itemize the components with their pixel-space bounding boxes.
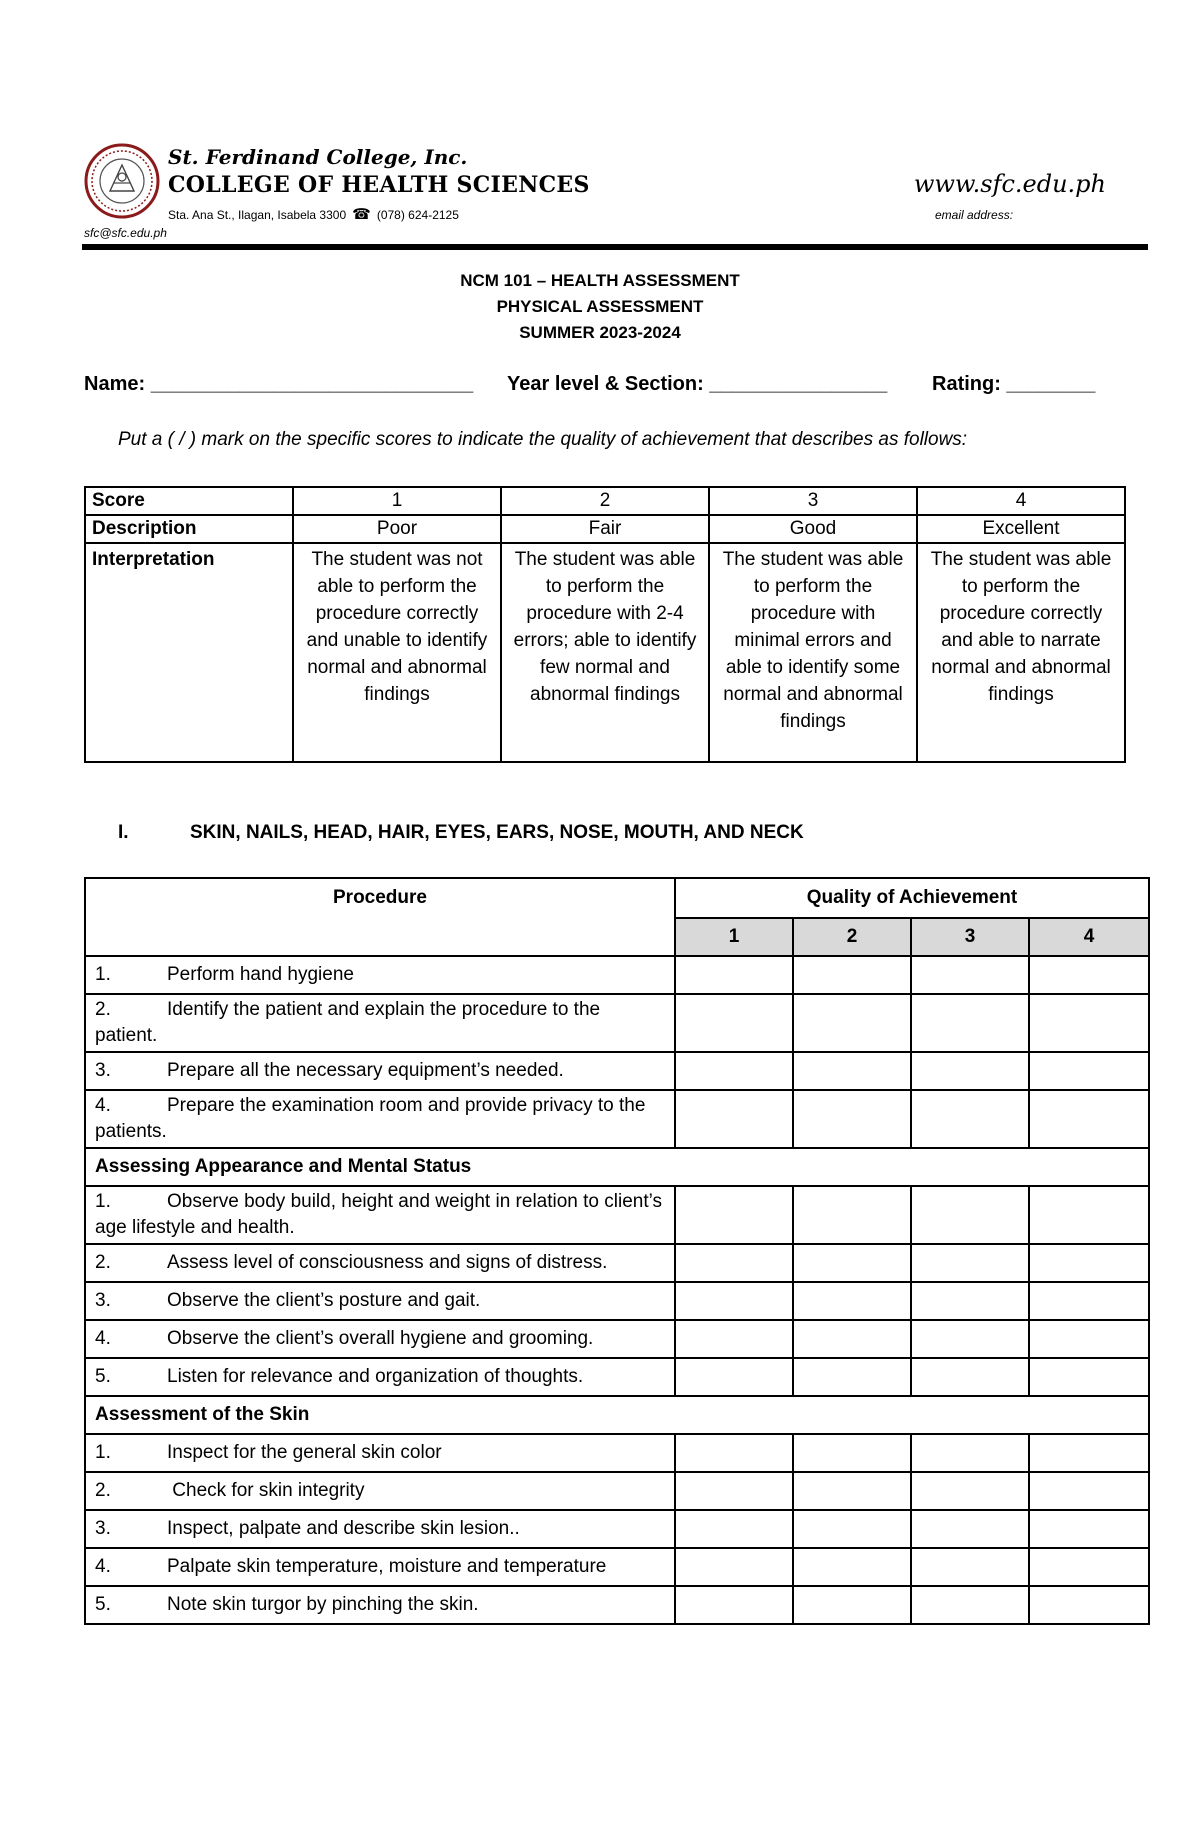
step-text: Note skin turgor by pinching the skin. (167, 1594, 479, 1615)
table-row (85, 1434, 1149, 1472)
score-checkbox-4[interactable] (1029, 1244, 1149, 1282)
score-checkbox-2[interactable] (793, 1282, 911, 1320)
category-row (85, 1148, 1149, 1186)
score-checkbox-4[interactable] (1029, 1052, 1149, 1090)
procedure-step (85, 1472, 675, 1510)
score-checkbox-1[interactable] (675, 1320, 793, 1358)
step-number: 1. (95, 1191, 111, 1212)
section-number: I. (118, 822, 129, 843)
college-seal-logo (84, 143, 160, 219)
score-checkbox-2[interactable] (793, 1244, 911, 1282)
email-label: email address: (935, 208, 1014, 222)
description-cell: Good (709, 515, 917, 543)
score-checkbox-2[interactable] (793, 1320, 911, 1358)
step-number: 5. (95, 1366, 111, 1387)
step-text: Identify the patient and explain the procedure to the patient. (95, 999, 601, 1046)
step-number: 1. (95, 1442, 111, 1463)
score-cell: 2 (501, 487, 709, 515)
step-text: Inspect for the general skin color (167, 1442, 442, 1463)
procedure-step (85, 1320, 675, 1358)
score-checkbox-1[interactable] (675, 1282, 793, 1320)
interpretation-label: Interpretation (85, 543, 293, 762)
score-cell: 1 (293, 487, 501, 515)
rubric-score-row (85, 487, 1125, 515)
score-checkbox-2[interactable] (793, 1548, 911, 1586)
subject-title: PHYSICAL ASSESSMENT (496, 297, 704, 316)
institution-name: St. Ferdinand College, Inc. (168, 145, 468, 169)
website-url: www.sfc.edu.ph (913, 170, 1106, 198)
procedure-step (85, 1052, 675, 1090)
table-row (85, 994, 1149, 1052)
procedure-step (85, 1586, 675, 1624)
description-cell: Poor (293, 515, 501, 543)
section-title: SKIN, NAILS, HEAD, HAIR, EYES, EARS, NOSE, MOUTH, AND NECK (190, 822, 804, 843)
procedure-step (85, 1434, 675, 1472)
score-checkbox-3[interactable] (911, 1186, 1029, 1244)
score-checkbox-4[interactable] (1029, 1186, 1149, 1244)
step-number: 4. (95, 1095, 111, 1116)
step-number: 2. (95, 1252, 111, 1273)
procedure-step (85, 1358, 675, 1396)
score-cell: 4 (917, 487, 1125, 515)
step-number: 3. (95, 1290, 111, 1311)
step-text: Prepare the examination room and provide privacy to the patients. (95, 1095, 646, 1142)
score-checkbox-4[interactable] (1029, 1090, 1149, 1148)
score-checkbox-1[interactable] (675, 1186, 793, 1244)
score-checkbox-3[interactable] (911, 1320, 1029, 1358)
address-text: Sta. Ana St., Ilagan, Isabela 3300 (168, 207, 347, 222)
course-title: NCM 101 – HEALTH ASSESSMENT (460, 271, 740, 290)
score-checkbox-4[interactable] (1029, 956, 1149, 994)
score-checkbox-3[interactable] (911, 1472, 1029, 1510)
rating-field[interactable]: Rating: ________ (932, 373, 1096, 395)
score-checkbox-2[interactable] (793, 1090, 911, 1148)
score-checkbox-3[interactable] (911, 1282, 1029, 1320)
interpretation-cell: The student was able to perform the procedure correctly and able to narrate normal and abnormal findings (917, 543, 1125, 762)
rubric-description-row (85, 515, 1125, 543)
score-checkbox-4[interactable] (1029, 1548, 1149, 1586)
score-checkbox-2[interactable] (793, 1052, 911, 1090)
step-text: Assess level of consciousness and signs of distress. (167, 1252, 608, 1273)
score-checkbox-2[interactable] (793, 1186, 911, 1244)
score-checkbox-3[interactable] (911, 1548, 1029, 1586)
procedure-table (84, 877, 1150, 1625)
table-row (85, 1358, 1149, 1396)
score-checkbox-1[interactable] (675, 1090, 793, 1148)
step-number: 3. (95, 1060, 111, 1081)
score-checkbox-3[interactable] (911, 1052, 1029, 1090)
table-row (85, 1472, 1149, 1510)
table-row (85, 1586, 1149, 1624)
score-checkbox-2[interactable] (793, 1434, 911, 1472)
table-row (85, 1282, 1149, 1320)
score-cell: 3 (709, 487, 917, 515)
description-label: Description (85, 515, 293, 543)
step-text: Palpate skin temperature, moisture and temperature (167, 1556, 607, 1577)
score-checkbox-3[interactable] (911, 1090, 1029, 1148)
procedure-step (85, 1186, 675, 1244)
year-section-field[interactable]: Year level & Section: ________________ (507, 373, 888, 395)
score-checkbox-1[interactable] (675, 1052, 793, 1090)
section-heading (118, 822, 804, 844)
address-line (168, 207, 459, 222)
score-checkbox-3[interactable] (911, 1586, 1029, 1624)
score-header-1: 1 (675, 918, 793, 956)
step-number: 4. (95, 1556, 111, 1577)
procedure-step (85, 1282, 675, 1320)
phone-icon: ☎ (352, 206, 371, 223)
score-header-4: 4 (1029, 918, 1149, 956)
score-checkbox-4[interactable] (1029, 1320, 1149, 1358)
procedure-step (85, 1548, 675, 1586)
table-row (85, 1548, 1149, 1586)
header-divider (82, 244, 1148, 250)
rubric-interpretation-row (85, 543, 1125, 762)
college-name: COLLEGE OF HEALTH SCIENCES (168, 172, 590, 198)
step-number: 3. (95, 1518, 111, 1539)
score-checkbox-3[interactable] (911, 1358, 1029, 1396)
score-checkbox-1[interactable] (675, 1548, 793, 1586)
table-row (85, 1052, 1149, 1090)
procedure-step (85, 994, 675, 1052)
score-header-3: 3 (911, 918, 1029, 956)
step-text: Observe the client’s posture and gait. (167, 1290, 481, 1311)
score-label: Score (85, 487, 293, 515)
step-number: 2. (95, 999, 111, 1020)
procedure-step (85, 956, 675, 994)
score-checkbox-4[interactable] (1029, 1282, 1149, 1320)
score-checkbox-2[interactable] (793, 1510, 911, 1548)
step-number: 1. (95, 964, 111, 985)
step-number: 5. (95, 1594, 111, 1615)
step-text: Perform hand hygiene (167, 964, 354, 985)
table-row (85, 1186, 1149, 1244)
email-address: sfc@sfc.edu.ph (84, 226, 167, 240)
interpretation-cell: The student was able to perform the procedure with minimal errors and able to identify some normal and abnormal findings (709, 543, 917, 762)
table-row (85, 1320, 1149, 1358)
interpretation-cell: The student was not able to perform the procedure correctly and unable to identify normal and abnormal findings (293, 543, 501, 762)
step-text: Listen for relevance and organization of thoughts. (167, 1366, 584, 1387)
score-header-2: 2 (793, 918, 911, 956)
description-cell: Fair (501, 515, 709, 543)
score-checkbox-1[interactable] (675, 956, 793, 994)
score-checkbox-1[interactable] (675, 1586, 793, 1624)
step-text: Inspect, palpate and describe skin lesion.. (167, 1518, 520, 1539)
rubric-table (84, 486, 1126, 763)
score-checkbox-4[interactable] (1029, 1472, 1149, 1510)
skin-heading: Assessment of the Skin (85, 1396, 1149, 1434)
step-text: Observe body build, height and weight in relation to client’s age lifestyle and health. (95, 1191, 663, 1238)
score-checkbox-1[interactable] (675, 1434, 793, 1472)
score-checkbox-2[interactable] (793, 1358, 911, 1396)
procedure-step (85, 1090, 675, 1148)
step-text: Prepare all the necessary equipment’s needed. (167, 1060, 564, 1081)
procedure-step (85, 1510, 675, 1548)
appearance-heading: Assessing Appearance and Mental Status (85, 1148, 1149, 1186)
table-row (85, 1090, 1149, 1148)
score-checkbox-1[interactable] (675, 1358, 793, 1396)
table-row (85, 1244, 1149, 1282)
score-checkbox-2[interactable] (793, 1586, 911, 1624)
description-cell: Excellent (917, 515, 1125, 543)
step-text: Check for skin integrity (167, 1480, 365, 1501)
score-checkbox-4[interactable] (1029, 1434, 1149, 1472)
score-checkbox-2[interactable] (793, 956, 911, 994)
term-title: SUMMER 2023-2024 (519, 323, 681, 342)
name-field[interactable]: Name: _____________________________ (84, 373, 474, 395)
score-checkbox-3[interactable] (911, 1434, 1029, 1472)
score-checkbox-3[interactable] (911, 994, 1029, 1052)
instruction-text: Put a ( / ) mark on the specific scores to indicate the quality of achievement that describes as follows: (118, 429, 968, 450)
phone-number: (078) 624-2125 (376, 207, 459, 222)
score-checkbox-4[interactable] (1029, 1510, 1149, 1548)
score-checkbox-4[interactable] (1029, 1358, 1149, 1396)
score-checkbox-1[interactable] (675, 1510, 793, 1548)
score-checkbox-1[interactable] (675, 1244, 793, 1282)
score-checkbox-1[interactable] (675, 1472, 793, 1510)
procedure-step (85, 1244, 675, 1282)
table-row (85, 956, 1149, 994)
step-text: Observe the client’s overall hygiene and grooming. (167, 1328, 594, 1349)
score-checkbox-3[interactable] (911, 956, 1029, 994)
table-row (85, 1510, 1149, 1548)
score-checkbox-2[interactable] (793, 1472, 911, 1510)
score-checkbox-3[interactable] (911, 1510, 1029, 1548)
score-checkbox-4[interactable] (1029, 994, 1149, 1052)
document-titles (0, 268, 1200, 346)
procedure-header: Procedure (85, 878, 675, 956)
score-checkbox-2[interactable] (793, 994, 911, 1052)
procedure-header-row (85, 878, 1149, 918)
step-number: 4. (95, 1328, 111, 1349)
interpretation-cell: The student was able to perform the procedure with 2-4 errors; able to identify few normal and abnormal findings (501, 543, 709, 762)
score-checkbox-3[interactable] (911, 1244, 1029, 1282)
quality-header: Quality of Achievement (675, 878, 1149, 918)
category-row (85, 1396, 1149, 1434)
score-checkbox-4[interactable] (1029, 1586, 1149, 1624)
score-checkbox-1[interactable] (675, 994, 793, 1052)
step-number: 2. (95, 1480, 111, 1501)
